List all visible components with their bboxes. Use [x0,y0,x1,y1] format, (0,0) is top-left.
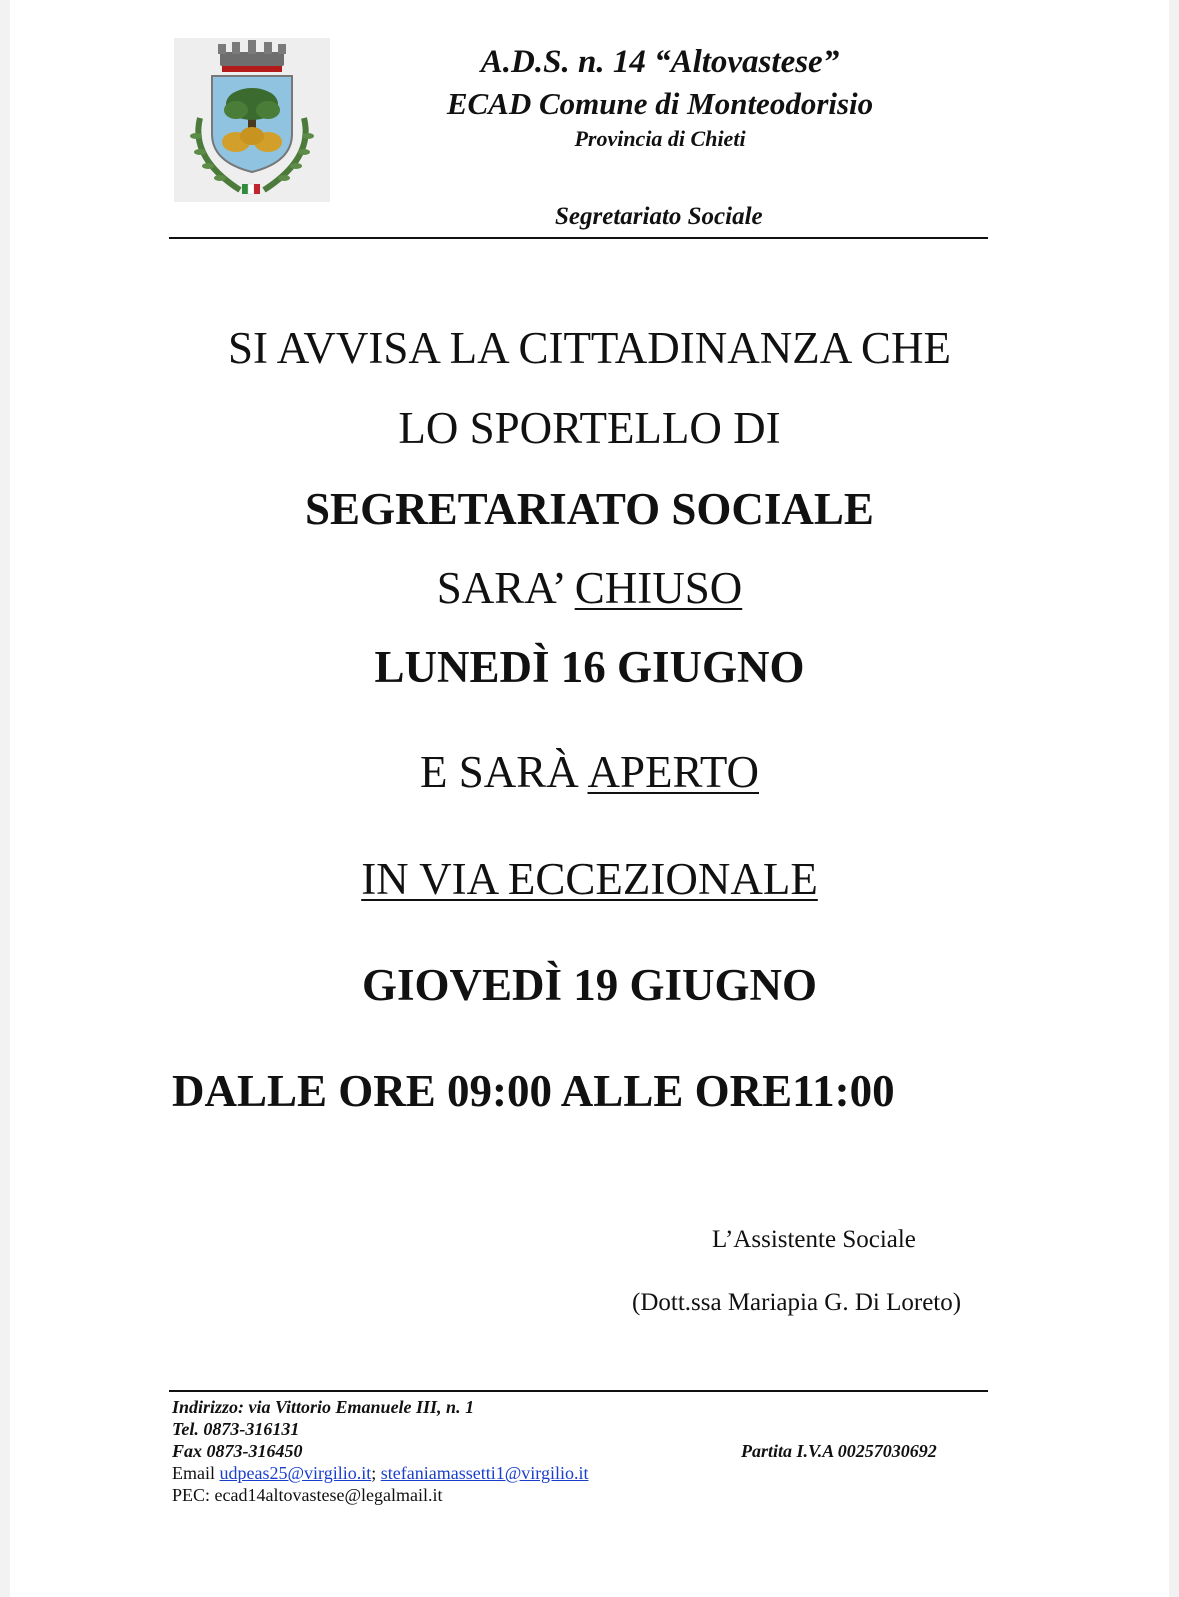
footer-tel: Tel. 0873-316131 [172,1419,300,1439]
notice-line-4 [10,562,1169,614]
footer-divider [169,1390,988,1392]
notice-line-2: LO SPORTELLO DI [398,403,781,453]
footer-email [172,1462,588,1484]
coat-of-arms-icon [174,38,330,202]
notice-line-6 [10,746,1169,798]
notice-line-7 [10,853,1169,905]
notice-closed-prefix: SARA’ [436,563,575,613]
footer-email-label: Email [172,1463,220,1483]
notice-closed-date: LUNEDÌ 16 GIUGNO [374,642,805,692]
header-section: Segretariato Sociale [555,203,763,230]
email-link-1[interactable]: udpeas25@virgilio.it [219,1463,372,1483]
document-page [10,0,1169,1597]
header-divider [169,237,988,239]
footer-vat: Partita I.V.A 00257030692 [741,1441,937,1461]
notice-open-word: APERTO [587,747,760,797]
notice-exceptional: IN VIA ECCEZIONALE [361,854,818,904]
header-title: A.D.S. n. 14 “Altovastese” [480,44,840,80]
signature-name: (Dott.ssa Mariapia G. Di Loreto) [632,1289,962,1316]
notice-open-date: GIOVEDÌ 19 GIUGNO [361,960,818,1010]
notice-line-3: SEGRETARIATO SOCIALE [305,484,874,534]
signature-role: L’Assistente Sociale [712,1226,916,1253]
notice-hours: DALLE ORE 09:00 ALLE ORE11:00 [172,1066,895,1116]
header-province: Provincia di Chieti [574,126,746,151]
footer-pec: PEC: ecad14altovastese@legalmail.it [172,1485,443,1505]
notice-line-1: SI AVVISA LA CITTADINANZA CHE [227,323,952,373]
header-subtitle: ECAD Comune di Monteodorisio [446,86,874,121]
email-link-2[interactable]: stefaniamassetti1@virgilio.it [380,1463,589,1483]
footer-email-separator: ; [371,1463,381,1483]
footer-fax: Fax 0873-316450 [172,1441,303,1461]
notice-open-prefix: E SARÀ [419,747,588,797]
notice-closed-word: CHIUSO [574,563,743,613]
footer-address: Indirizzo: via Vittorio Emanuele III, n. 1 [172,1397,475,1417]
